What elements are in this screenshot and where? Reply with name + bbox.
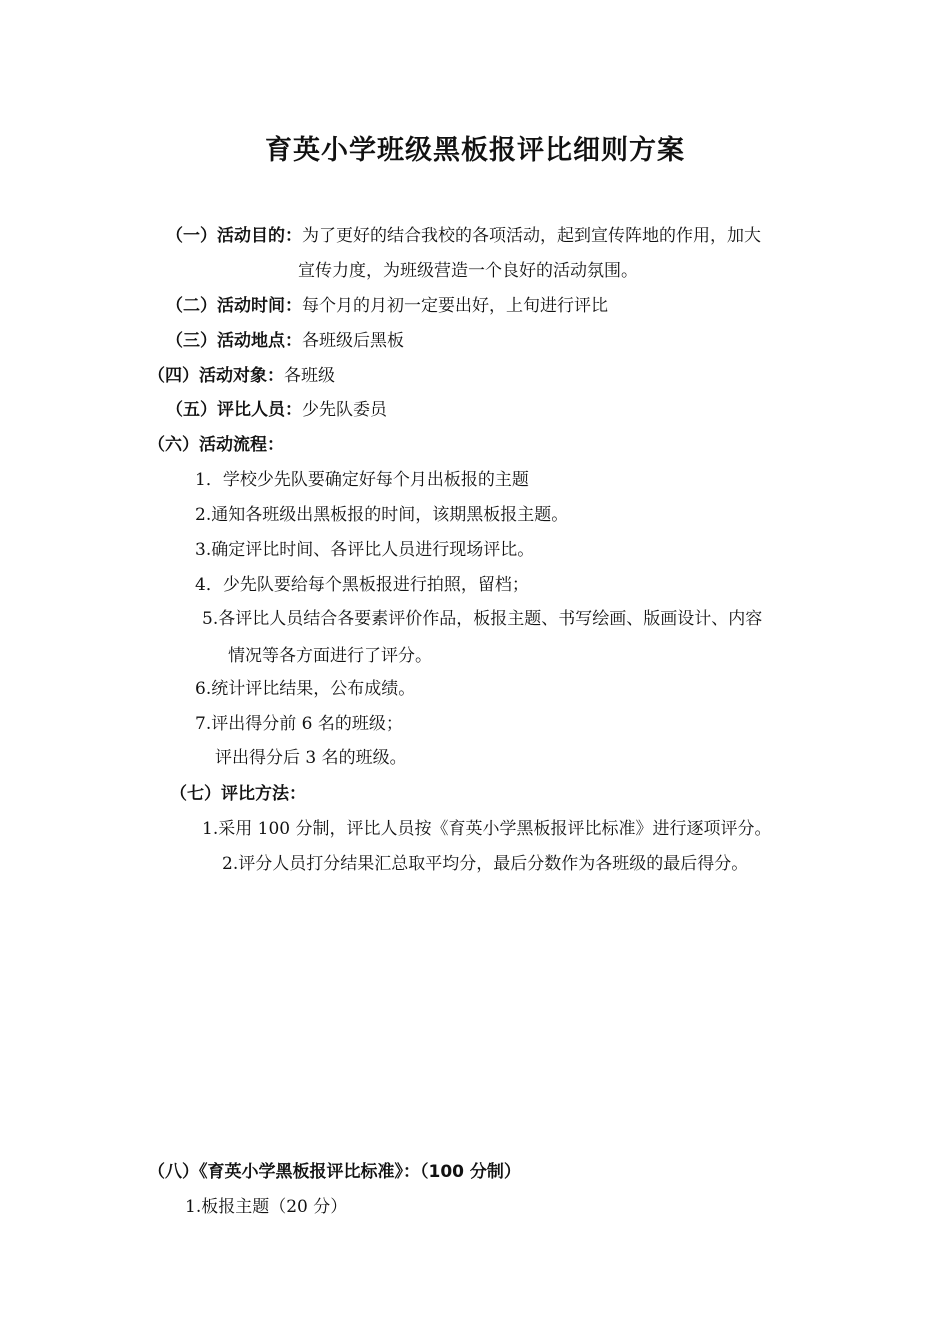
section-text: 为了更好的结合我校的各项活动，起到宣传阵地的作用，加大 <box>302 226 761 246</box>
page-title: 育英小学班级黑板报评比细则方案 <box>265 135 685 166</box>
standard-item: 1.板报主题（20 分） <box>185 1197 348 1217</box>
section-location <box>166 329 404 353</box>
section-label: （一）活动目的： <box>166 226 302 246</box>
section-method-heading: （七）评比方法： <box>170 784 306 804</box>
process-step-continued: 评出得分后 3 名的班级。 <box>215 748 407 768</box>
process-step-continued: 情况等各方面进行了评分。 <box>228 646 432 666</box>
section-text: 少先队委员 <box>302 400 387 420</box>
section-purpose <box>166 224 761 248</box>
section-text: 各班级后黑板 <box>302 331 404 351</box>
section-standard-heading: （八）《育英小学黑板报评比标准》：（100 分制） <box>148 1162 521 1182</box>
section-label: （四）活动对象： <box>148 366 284 386</box>
section-time <box>166 294 608 318</box>
section-text: 各班级 <box>284 366 335 386</box>
section-label: （三）活动地点： <box>166 331 302 351</box>
section-purpose-continued: 宣传力度，为班级营造一个良好的活动氛围。 <box>298 261 638 281</box>
process-step: 4．少先队要给每个黑板报进行拍照，留档； <box>195 575 529 595</box>
section-text: 每个月的月初一定要出好，上旬进行评比 <box>302 296 608 316</box>
section-process-heading: （六）活动流程： <box>148 435 284 455</box>
method-item: 1.采用 100 分制，评比人员按《育英小学黑板报评比标准》进行逐项评分。 <box>202 819 772 839</box>
section-judges <box>166 398 387 422</box>
section-label: （二）活动时间： <box>166 296 302 316</box>
process-step: 3.确定评比时间、各评比人员进行现场评比。 <box>195 540 535 560</box>
process-step: 6.统计评比结果，公布成绩。 <box>195 679 416 699</box>
section-label: （五）评比人员： <box>166 400 302 420</box>
process-step: 7.评出得分前 6 名的班级； <box>195 714 403 734</box>
section-participants <box>148 364 335 388</box>
process-step: 5.各评比人员结合各要素评价作品，板报主题、书写绘画、版画设计、内容 <box>202 609 763 629</box>
process-step: 2.通知各班级出黑板报的时间，该期黑板报主题。 <box>195 505 569 525</box>
method-item: 2.评分人员打分结果汇总取平均分，最后分数作为各班级的最后得分。 <box>222 854 749 874</box>
process-step: 1．学校少先队要确定好每个月出板报的主题 <box>195 470 529 490</box>
